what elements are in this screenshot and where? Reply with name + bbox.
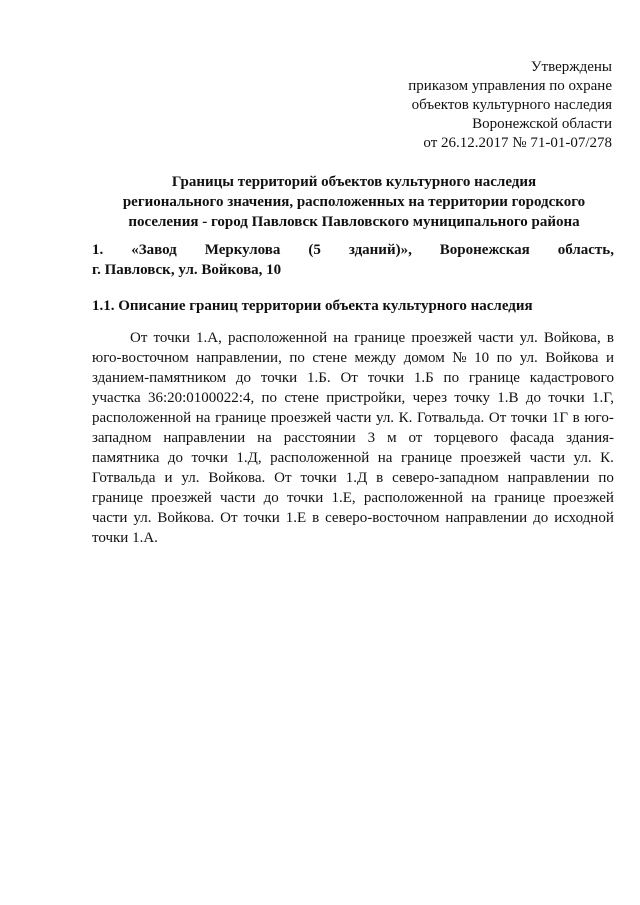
paragraph-word: в bbox=[376, 470, 384, 486]
paragraph-word: точку bbox=[454, 390, 490, 406]
paragraph-word: в bbox=[312, 510, 320, 526]
paragraph-word: проезжей bbox=[270, 410, 332, 426]
paragraph-word: до bbox=[525, 390, 542, 406]
paragraph-word: точки bbox=[243, 510, 280, 526]
paragraph-word: на bbox=[195, 410, 211, 426]
paragraph-word: до bbox=[263, 490, 279, 506]
paragraph-word: От bbox=[340, 370, 358, 386]
paragraph-word: От bbox=[488, 410, 507, 426]
title-line: регионального значения, расположенных на территории городского bbox=[122, 194, 586, 210]
object-heading bbox=[92, 240, 614, 280]
paragraph-word: расстоянии bbox=[283, 430, 356, 446]
paragraph-word: м bbox=[387, 430, 397, 446]
paragraph-word: границе bbox=[215, 410, 267, 426]
paragraph-word: в bbox=[606, 330, 614, 346]
object-name-word: зданий)», bbox=[348, 242, 412, 258]
paragraph-word: части bbox=[529, 450, 566, 466]
paragraph-word: и bbox=[164, 470, 173, 486]
paragraph-word: К. bbox=[398, 410, 413, 426]
boundary-description bbox=[92, 328, 614, 548]
paragraph-word: № bbox=[452, 350, 467, 366]
paragraph-word: 10 bbox=[474, 350, 490, 366]
paragraph-word: юго- bbox=[584, 410, 614, 426]
paragraph-word: точки bbox=[367, 370, 405, 386]
paragraph-word: северо-западном bbox=[392, 470, 499, 486]
paragraph-word: по bbox=[598, 470, 614, 486]
paragraph-word: домом bbox=[403, 350, 445, 366]
paragraph-word: точки bbox=[191, 450, 228, 466]
paragraph-word: границе bbox=[354, 330, 406, 346]
paragraph-word: зданием-памятником bbox=[92, 370, 227, 386]
paragraph-word: Войкова, bbox=[543, 330, 601, 346]
paragraph-word: проезжей bbox=[553, 490, 614, 506]
paragraph-line bbox=[92, 448, 614, 468]
paragraph-word: здания- bbox=[566, 430, 614, 446]
approval-line: Воронежской области bbox=[472, 116, 612, 132]
paragraph-word: на bbox=[377, 450, 393, 466]
paragraph-word: кадастрового bbox=[529, 370, 614, 386]
paragraph-word: точки bbox=[286, 490, 324, 506]
paragraph-word: направлении bbox=[163, 430, 246, 446]
paragraph-word: направлении bbox=[507, 470, 590, 486]
paragraph-word: расположенной bbox=[92, 410, 192, 426]
paragraph-word: точки bbox=[153, 330, 190, 346]
paragraph-word: торцевого bbox=[434, 430, 499, 446]
paragraph-word: фасада bbox=[510, 430, 555, 446]
document-title bbox=[90, 172, 618, 232]
approval-line: приказом управления по охране bbox=[408, 78, 612, 94]
paragraph-word: Готвальда bbox=[92, 470, 156, 486]
paragraph-word: проезжей bbox=[151, 490, 212, 506]
paragraph-line bbox=[92, 368, 614, 388]
approval-line: Утверждены bbox=[530, 59, 612, 75]
paragraph-word: направлении bbox=[445, 510, 528, 526]
paragraph-word: Войкова bbox=[545, 350, 599, 366]
object-address: г. Павловск, ул. Войкова, 10 bbox=[92, 262, 282, 278]
paragraph-word: ул. bbox=[375, 410, 395, 426]
object-name-word: область, bbox=[557, 242, 614, 258]
title-line: Границы территорий объектов культурного наследия bbox=[171, 174, 537, 190]
paragraph-line bbox=[92, 428, 614, 448]
approval-order-number: от 26.12.2017 № 71-01-07/278 bbox=[423, 135, 612, 151]
paragraph-word: 1.Б bbox=[413, 370, 434, 386]
paragraph-word: От bbox=[220, 510, 238, 526]
paragraph-word: границе bbox=[400, 450, 453, 466]
paragraph-word: исходной bbox=[554, 510, 614, 526]
paragraph-word: 1.Г, bbox=[591, 390, 614, 406]
paragraph-word: 1.Б. bbox=[307, 370, 331, 386]
paragraph-word: расположенной bbox=[227, 330, 328, 346]
paragraph-word: точки bbox=[548, 390, 585, 406]
paragraph-word: стене bbox=[284, 390, 319, 406]
paragraph-word: по bbox=[261, 390, 278, 406]
paragraph-word: по bbox=[443, 370, 460, 386]
object-name-word: Меркулова bbox=[204, 242, 281, 258]
paragraph-word: в bbox=[572, 410, 580, 426]
paragraph-line bbox=[92, 468, 614, 488]
paragraph-word: на bbox=[257, 430, 272, 446]
title-line: поселения - город Павловск Павловского муниципального района bbox=[128, 214, 580, 230]
paragraph-word: От bbox=[274, 470, 292, 486]
paragraph-word: до bbox=[235, 370, 252, 386]
paragraph-word: части bbox=[335, 410, 372, 426]
paragraph-word: границе bbox=[494, 490, 546, 506]
paragraph-word: направлении, bbox=[196, 350, 282, 366]
object-heading-line-1 bbox=[92, 240, 614, 260]
paragraph-word: точки bbox=[300, 470, 337, 486]
paragraph-word: К. bbox=[600, 450, 614, 466]
paragraph-word: пристройки, bbox=[326, 390, 406, 406]
paragraph-word: расположенной bbox=[363, 490, 464, 506]
paragraph-word: 3 bbox=[367, 430, 376, 446]
paragraph-line bbox=[92, 328, 614, 348]
paragraph-line bbox=[92, 488, 614, 508]
object-name-word: Воронежская bbox=[439, 242, 530, 258]
paragraph-word: участка bbox=[92, 390, 141, 406]
paragraph-word: 1.В bbox=[497, 390, 519, 406]
paragraph-word: границе bbox=[468, 370, 520, 386]
paragraph-word: по bbox=[289, 350, 305, 366]
paragraph-word: ул. bbox=[519, 330, 538, 346]
paragraph-word: проезжей bbox=[460, 450, 522, 466]
paragraph-word: ул. bbox=[133, 510, 152, 526]
paragraph-word: 1.Е bbox=[285, 510, 307, 526]
paragraph-line bbox=[92, 508, 614, 528]
paragraph-word: ул. bbox=[519, 350, 538, 366]
paragraph-word: проезжей bbox=[411, 330, 472, 346]
paragraph-word: до bbox=[167, 450, 184, 466]
paragraph-word: От bbox=[130, 330, 148, 346]
paragraph-word: границе bbox=[92, 490, 144, 506]
paragraph-word: точки bbox=[260, 370, 298, 386]
paragraph-word: части bbox=[220, 490, 256, 506]
paragraph-word: стене bbox=[312, 350, 347, 366]
object-name-word: (5 bbox=[308, 242, 321, 258]
paragraph-word: на bbox=[333, 330, 348, 346]
paragraph-word: по bbox=[496, 350, 513, 366]
paragraph-word: до bbox=[533, 510, 549, 526]
object-name-word: «Завод bbox=[131, 242, 177, 258]
paragraph-word: части bbox=[92, 510, 128, 526]
paragraph-word: ул. bbox=[573, 450, 592, 466]
paragraph-word: от bbox=[408, 430, 423, 446]
paragraph-word: на bbox=[471, 490, 486, 506]
paragraph-word: 1.Д bbox=[345, 470, 368, 486]
paragraph-word: 1.Д, bbox=[236, 450, 262, 466]
paragraph-word: ул. bbox=[181, 470, 200, 486]
paragraph-word: Войкова. bbox=[157, 510, 215, 526]
paragraph-word: западном bbox=[92, 430, 152, 446]
paragraph-word: 1.Е, bbox=[331, 490, 356, 506]
paragraph-word: между bbox=[354, 350, 397, 366]
object-number: 1. bbox=[92, 242, 104, 258]
paragraph-word: точки bbox=[510, 410, 548, 426]
paragraph-word: через bbox=[412, 390, 448, 406]
paragraph-word: юго-восточном bbox=[92, 350, 189, 366]
approval-stamp bbox=[380, 58, 612, 153]
paragraph-word: северо-восточном bbox=[325, 510, 440, 526]
section-heading: 1.1. Описание границ территории объекта культурного наследия bbox=[92, 298, 533, 314]
paragraph-word: памятника bbox=[92, 450, 160, 466]
paragraph-word: Готвальда. bbox=[417, 410, 485, 426]
paragraph-word: 1Г bbox=[551, 410, 569, 426]
paragraph-word: 1.А, bbox=[196, 330, 222, 346]
paragraph-word: расположенной bbox=[270, 450, 370, 466]
approval-line: объектов культурного наследия bbox=[411, 97, 612, 113]
paragraph-word: части bbox=[478, 330, 514, 346]
paragraph-line bbox=[92, 348, 614, 368]
paragraph-word: и bbox=[605, 350, 614, 366]
paragraph-word: Войкова. bbox=[208, 470, 266, 486]
paragraph-line bbox=[92, 408, 614, 428]
paragraph-line bbox=[92, 388, 614, 408]
paragraph-line: точки 1.А. bbox=[92, 530, 158, 546]
paragraph-word: 36:20:0100022:4, bbox=[147, 390, 255, 406]
